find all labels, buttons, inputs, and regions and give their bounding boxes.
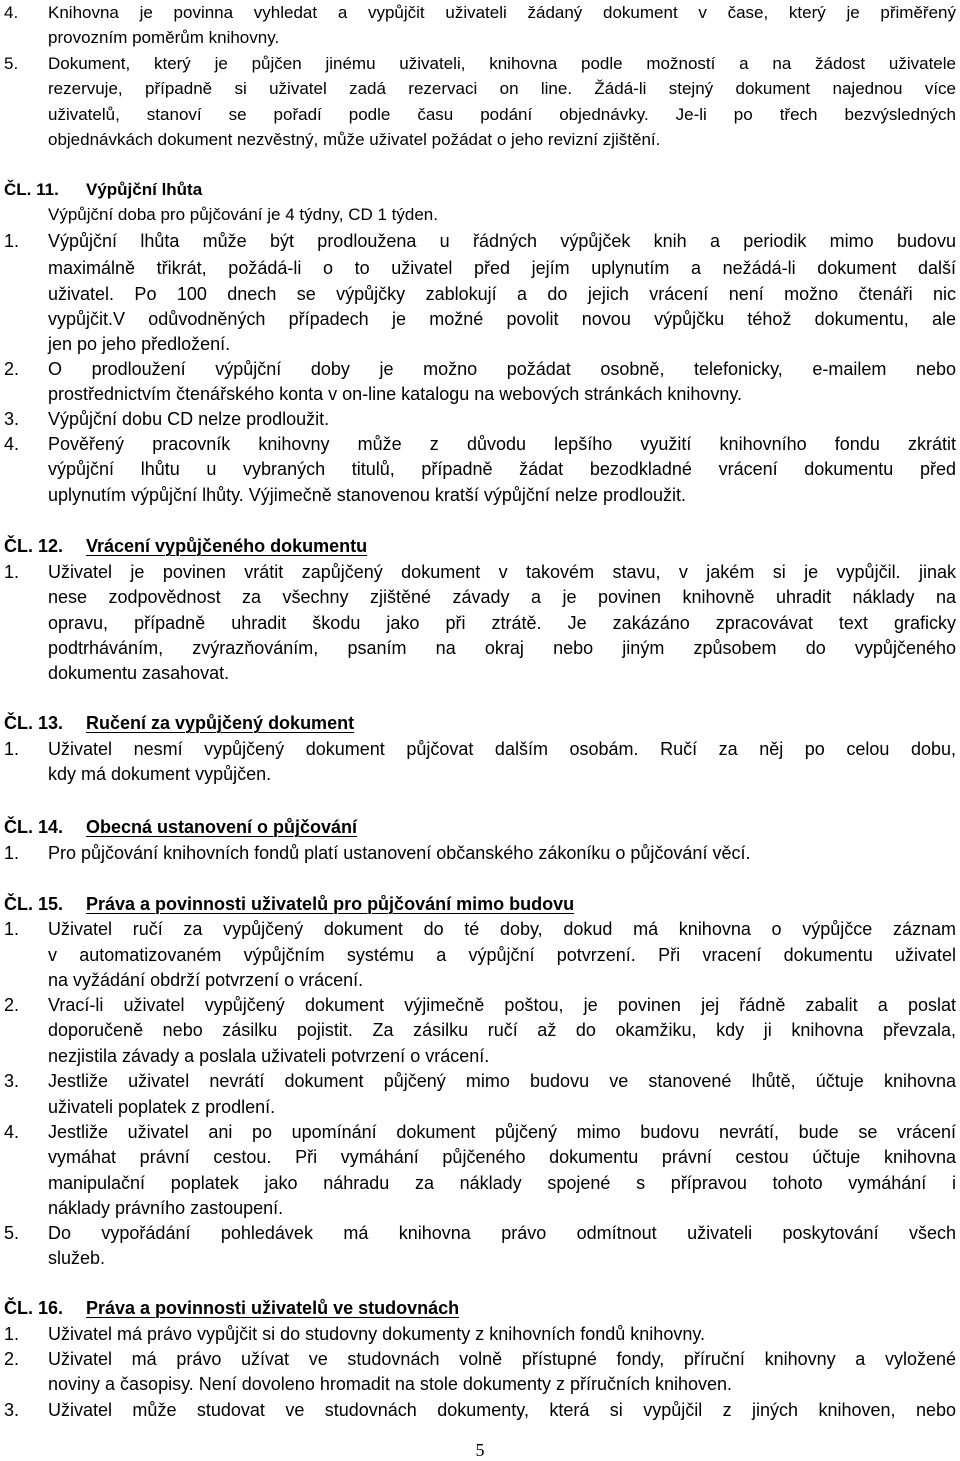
article-15-item-5-line-1	[0, 1220, 960, 1246]
item-text: nezjistila závady a poslala uživateli potvrzení o vrácení.	[48, 1046, 490, 1066]
item-text: Výpůjční dobu CD nelze prodloužit.	[48, 409, 330, 429]
item-text: dokumentu zasahovat.	[48, 663, 230, 683]
item-number: 1.	[4, 919, 20, 939]
article-15-item-1-line-2	[0, 942, 960, 968]
item-text: prostřednictvím čtenářského konta v on-line katalogu na webových stránkách knihovny.	[48, 384, 743, 404]
item-number: 3.	[4, 1400, 20, 1420]
item-text: Do vypořádání pohledávek má knihovna právo odmítnout uživateli poskytování všech	[48, 1223, 956, 1243]
article-11-item-3	[0, 406, 960, 432]
article-14-heading	[0, 814, 960, 840]
article-11-item-2-line-2	[0, 381, 960, 407]
article-title: Obecná ustanovení o půjčování	[86, 817, 358, 837]
article-15-item-5-line-2	[0, 1245, 960, 1271]
item-number: 1.	[4, 1324, 20, 1344]
item-text: opravu, případně uhradit škodu jako při ztrátě. Je zakázáno zpracovávat text graficky	[48, 613, 956, 633]
intro-item-4-line-2	[0, 25, 960, 51]
article-12-heading	[0, 533, 960, 559]
article-11-item-1-line-2	[0, 255, 960, 281]
item-number: 3.	[4, 1071, 20, 1091]
article-number: ČL. 11.	[4, 180, 59, 199]
intro-item-4-text: provozním poměrům knihovny.	[48, 28, 280, 47]
intro-item-5-line-4	[0, 127, 960, 153]
item-text: Výpůjční lhůta může být prodloužena u řádných výpůjček knih a periodik mimo budovu	[48, 231, 956, 251]
intro-item-5-text: rezervuje, případně si uživatel zadá rezervaci on line. Žádá-li stejný dokument najednou více	[48, 79, 956, 98]
article-15-item-3-line-2	[0, 1094, 960, 1120]
article-title: Výpůjční lhůta	[86, 180, 203, 199]
item-text: noviny a časopisy. Není dovoleno hromadit na stole dokumenty z příručních knihoven.	[48, 1374, 733, 1394]
item-text: doporučeně nebo zásilku pojistit. Za zásilku ručí až do okamžiku, kdy ji knihovna převzala,	[48, 1020, 956, 1040]
article-15-item-1-line-3	[0, 967, 960, 993]
article-16-item-2-line-1	[0, 1346, 960, 1372]
article-title: Ručení za vypůjčený dokument	[86, 713, 355, 733]
item-number: 1.	[4, 562, 20, 582]
intro-item-5-text: objednávkách dokument nezvěstný, může uživatel požádat o jeho revizní zjištění.	[48, 130, 661, 149]
article-15-item-4-line-4	[0, 1195, 960, 1221]
item-text: Vrací-li uživatel vypůjčený dokument výjimečně poštou, je povinen jej řádně zabalit a poslat	[48, 995, 956, 1015]
article-12-item-1-line-3	[0, 610, 960, 636]
article-16-item-2-line-2	[0, 1371, 960, 1397]
item-number: 2.	[4, 359, 20, 379]
item-text: podtrháváním, zvýrazňováním, psaním na okraj nebo jiným způsobem do vypůjčeného	[48, 638, 956, 658]
article-11-heading	[0, 177, 960, 203]
item-text: manipulační poplatek jako náhradu za náklady spojené s přípravou tohoto vymáhání i	[48, 1173, 956, 1193]
article-15-item-4-line-1	[0, 1119, 960, 1145]
article-number: ČL. 14.	[4, 817, 64, 837]
intro-item-5-line-1	[0, 51, 960, 77]
item-text: výpůjční lhůtu u vybraných titulů, případně žádat bezodkladné vrácení dokumentu před	[48, 459, 956, 479]
item-text: jen po jeho předložení.	[48, 334, 231, 354]
item-text: Jestliže uživatel nevrátí dokument půjčený mimo budovu ve stanovené lhůtě, účtuje knihovna	[48, 1071, 956, 1091]
article-number: ČL. 12.	[4, 536, 64, 556]
item-text: Jestliže uživatel ani po upomínání dokument půjčený mimo budovu nevrátí, bude se vrácení	[48, 1122, 956, 1142]
item-number: 4.	[4, 434, 20, 454]
item-text: Uživatel má právo užívat ve studovnách volně přístupné fondy, příruční knihovny a vyložené	[48, 1349, 956, 1369]
article-15-item-2-line-3	[0, 1043, 960, 1069]
item-text: maximálně třikrát, požádá-li o to uživatel před jejím uplynutím a nežádá-li dokument další	[48, 258, 956, 278]
article-15-item-4-line-2	[0, 1144, 960, 1170]
article-11-item-1-line-4	[0, 306, 960, 332]
intro-item-5-line-2	[0, 76, 960, 102]
item-text: služeb.	[48, 1248, 106, 1268]
article-16-heading	[0, 1295, 960, 1321]
article-number: ČL. 13.	[4, 713, 64, 733]
item-number: 1.	[4, 231, 20, 251]
item-text: Uživatel ručí za vypůjčený dokument do té doby, dokud má knihovna o výpůjčce záznam	[48, 919, 956, 939]
article-15-item-4-line-3	[0, 1170, 960, 1196]
article-11-item-1-line-5	[0, 331, 960, 357]
article-title: Práva a povinnosti uživatelů pro půjčování mimo budovu	[86, 894, 575, 914]
item-number: 2.	[4, 995, 20, 1015]
item-text: vypůjčit.V odůvodněných případech je možné povolit novou výpůjčku téhož dokumentu, ale	[48, 309, 956, 329]
article-14-item-1	[0, 840, 960, 866]
page-number: 5	[475, 1440, 485, 1460]
article-number: ČL. 15.	[4, 894, 64, 914]
intro-item-5-text: uživatelů, stanoví se pořadí podle času podání objednávky. Je-li po třech bezvýsledných	[48, 105, 956, 124]
item-text: O prodloužení výpůjční doby je možno požádat osobně, telefonicky, e-mailem nebo	[48, 359, 956, 379]
intro-item-4-text: Knihovna je povinna vyhledat a vypůjčit uživateli žádaný dokument v čase, který je přiměřený	[48, 3, 956, 22]
article-12-item-1-line-1	[0, 559, 960, 585]
item-number: 2.	[4, 1349, 20, 1369]
item-text: vymáhat právní cestou. Při vymáhání půjčeného dokumentu právní cestou účtuje knihovna	[48, 1147, 956, 1167]
article-title: Vrácení vypůjčeného dokumentu	[86, 536, 368, 556]
intro-item-4-number: 4.	[4, 3, 19, 22]
article-12-item-1-line-2	[0, 584, 960, 610]
item-text: Uživatel má právo vypůjčit si do studovny dokumenty z knihovních fondů knihovny.	[48, 1324, 705, 1344]
article-15-item-1-line-1	[0, 916, 960, 942]
article-13-heading	[0, 710, 960, 736]
article-11-subtitle	[0, 202, 960, 228]
intro-item-5-text: Dokument, který je půjčen jinému uživateli, knihovna podle možností a na žádost uživatele	[48, 54, 956, 73]
article-15-item-3-line-1	[0, 1068, 960, 1094]
intro-item-5-number: 5.	[4, 54, 19, 73]
intro-item-5-line-3	[0, 102, 960, 128]
item-text: uplynutím výpůjční lhůty. Výjimečně stanovenou kratší výpůjční nelze prodloužit.	[48, 485, 686, 505]
item-text: Pověřený pracovník knihovny může z důvodu lepšího využití knihovního fondu zkrátit	[48, 434, 956, 454]
item-text: uživatel. Po 100 dnech se výpůjčky zablokují a do jejich vrácení není možno čtenáři nic	[48, 284, 956, 304]
article-16-item-3-line-1	[0, 1397, 960, 1423]
loan-period-note: Výpůjční doba pro půjčování je 4 týdny, CD 1 týden.	[48, 205, 438, 224]
article-16-item-1	[0, 1321, 960, 1347]
article-11-item-1-line-3	[0, 281, 960, 307]
article-title: Práva a povinnosti uživatelů ve studovnách	[86, 1298, 460, 1318]
article-13-item-1-line-2	[0, 761, 960, 787]
item-text: uživateli poplatek z prodlení.	[48, 1097, 276, 1117]
article-15-heading	[0, 891, 960, 917]
item-text: náklady právního zastoupení.	[48, 1198, 284, 1218]
item-text: na vyžádání obdrží potvrzení o vrácení.	[48, 970, 364, 990]
article-12-item-1-line-4	[0, 635, 960, 661]
article-15-item-2-line-1	[0, 992, 960, 1018]
article-11-item-4-line-3	[0, 482, 960, 508]
item-text: Uživatel nesmí vypůjčený dokument půjčovat dalším osobám. Ručí za něj po celou dobu,	[48, 739, 956, 759]
item-text: v automatizovaném výpůjčním systému a výpůjční potvrzení. Při vracení dokumentu uživatel	[48, 945, 956, 965]
article-number: ČL. 16.	[4, 1298, 64, 1318]
article-13-item-1-line-1	[0, 736, 960, 762]
article-11-item-4-line-1	[0, 431, 960, 457]
item-text: kdy má dokument vypůjčen.	[48, 764, 272, 784]
item-number: 1.	[4, 739, 20, 759]
article-15-item-2-line-2	[0, 1017, 960, 1043]
item-number: 5.	[4, 1223, 20, 1243]
item-number: 4.	[4, 1122, 20, 1142]
item-text: Uživatel může studovat ve studovnách dokumenty, která si vypůjčil z jiných knihoven, nebo	[48, 1400, 956, 1420]
item-text: Pro půjčování knihovních fondů platí ustanovení občanského zákoníku o půjčování věcí.	[48, 843, 751, 863]
article-11-item-4-line-2	[0, 456, 960, 482]
article-11-item-2-line-1	[0, 356, 960, 382]
item-number: 1.	[4, 843, 20, 863]
intro-item-4-line-1	[0, 0, 960, 26]
item-text: nese zodpovědnost za všechny zjištěné závady a je povinen knihovně uhradit náklady na	[48, 587, 956, 607]
article-12-item-1-line-5	[0, 660, 960, 686]
item-text: Uživatel je povinen vrátit zapůjčený dokument v takovém stavu, v jakém si je vypůjčil. jinak	[48, 562, 956, 582]
item-number: 3.	[4, 409, 20, 429]
article-11-item-1-line-1	[0, 228, 960, 254]
